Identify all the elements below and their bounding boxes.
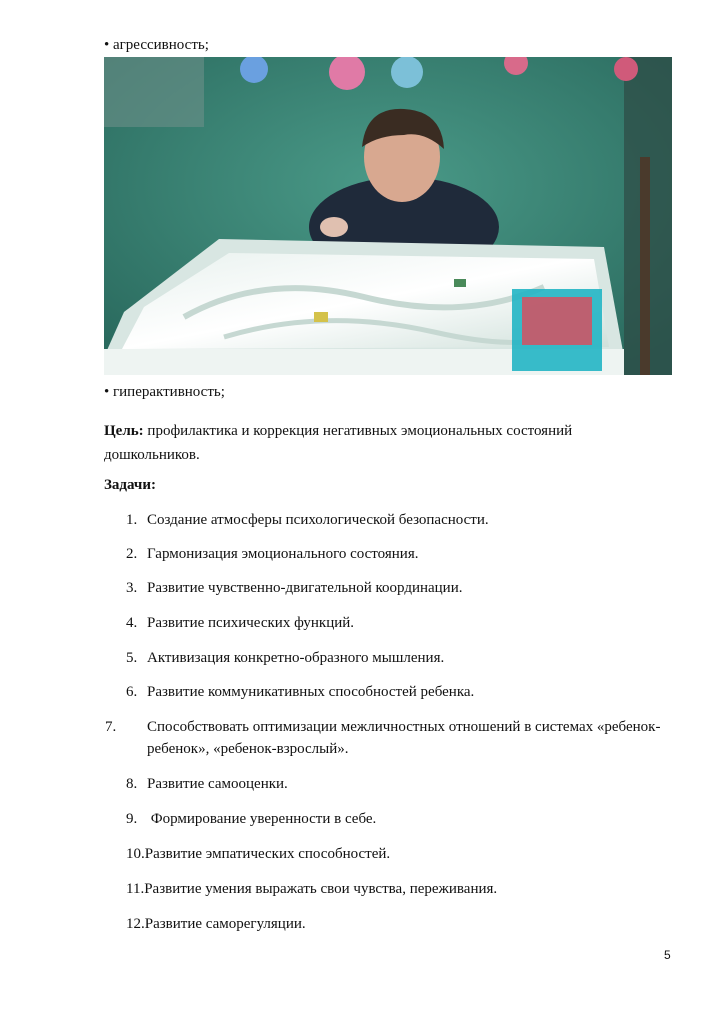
list-item: 12.Развитие саморегуляции. xyxy=(126,916,306,932)
list-item: 4. Развитие психических функций. xyxy=(126,615,355,631)
list-item: 8. Развитие самооценки. xyxy=(126,776,288,792)
list-item: 7. Способствовать оптимизации межличностных отношений в системах «ребенок-ребенок», «ребенок-взрослый». xyxy=(105,719,661,757)
list-item: 10.Развитие эмпатических способностей. xyxy=(126,846,391,862)
goal-label: Цель: xyxy=(104,423,144,439)
list-item: 9. Формирование уверенности в себе. xyxy=(126,811,377,827)
page-number: 5 xyxy=(664,948,671,962)
photo-boy-at-sand-light-table-icon xyxy=(104,57,672,375)
photo-sand-table xyxy=(104,57,672,375)
list-item: 1. Создание атмосферы психологической безопасности. xyxy=(126,512,489,528)
list-item: 6. Развитие коммуникативных способностей ребенка. xyxy=(126,684,475,700)
list-item: 3. Развитие чувственно-двигательной координации. xyxy=(126,580,463,596)
list-item: 11.Развитие умения выражать свои чувства, переживания. xyxy=(126,881,498,897)
list-item: 2. Гармонизация эмоционального состояния. xyxy=(126,546,419,562)
list-item: 5. Активизация конкретно-образного мышления. xyxy=(126,650,445,666)
tasks-heading: Задачи: xyxy=(104,477,157,493)
bullet-hyperactivity: • гиперактивность; xyxy=(104,384,225,400)
goal-paragraph xyxy=(104,419,624,467)
goal-text: профилактика и коррекция негативных эмоциональных состояний дошкольников. xyxy=(104,423,573,463)
bullet-aggressiveness: • агрессивность; xyxy=(104,37,209,53)
